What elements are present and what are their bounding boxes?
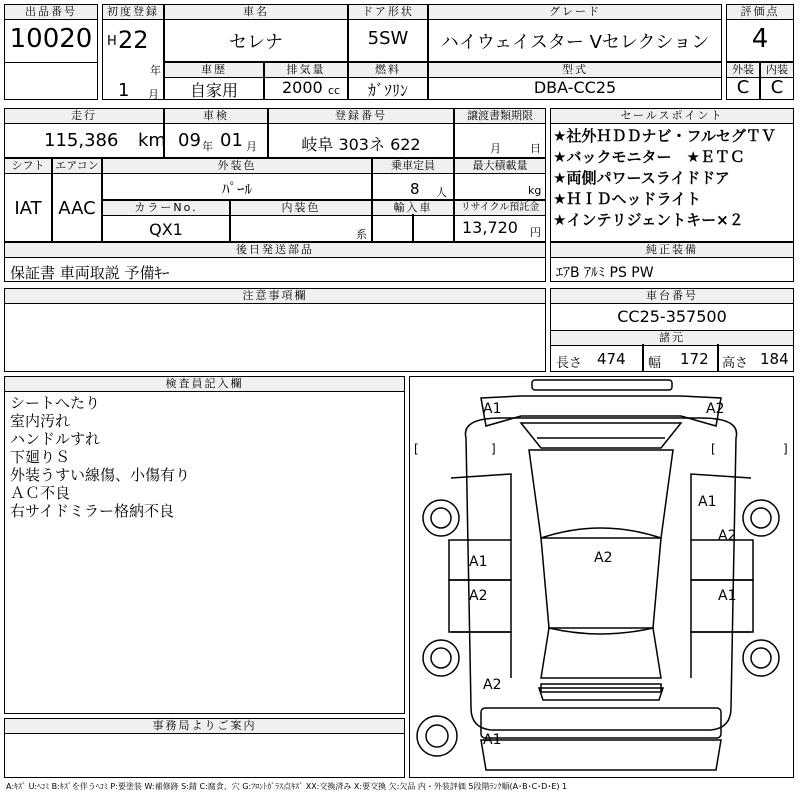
int-grade: C — [770, 77, 784, 98]
inspection-month: 01 — [220, 130, 243, 151]
grade-label: グレード — [428, 4, 722, 20]
damage-mark: A1 — [483, 401, 502, 417]
score-value: 4 — [751, 24, 769, 54]
seats-value: 8 — [410, 180, 420, 198]
ext-grade: C — [736, 77, 750, 98]
damage-mark: A2 — [483, 677, 502, 693]
damage-bracket: [ — [414, 442, 419, 456]
chassis-number: CC25-357500 — [617, 307, 727, 326]
damage-mark: A1 — [483, 732, 502, 748]
damage-mark: A1 — [469, 554, 488, 570]
reg-year: 22 — [118, 26, 149, 54]
door-type: 5SW — [367, 28, 409, 49]
displacement: 2000 — [282, 78, 323, 97]
damage-bracket: ] — [491, 442, 496, 456]
equipment-value: ｴｱB ｱﾙﾐ PS PW — [556, 265, 654, 281]
damage-mark: A2 — [706, 401, 725, 417]
mileage: 115,386 — [44, 130, 119, 151]
legend-footer: A:ｷｽﾞ U:ﾍｺﾐ B:ｷｽﾞを伴うﾍｺﾐ P:要塗装 W:補修跡 S:錆 C:腐食、穴 G:ﾌﾛﾝﾄｶﾞﾗｽ点ｷｽﾞ XX:交換済み X:要交換 欠:欠品 内・外装評価 5段階ﾗﾝｸ順(A･B･C･D･E) 1 — [6, 782, 568, 791]
reg-month: 1 — [118, 80, 130, 101]
model-name: セレナ — [229, 32, 283, 53]
type-value: DBA-CC25 — [533, 78, 617, 97]
height-value: 184 — [760, 350, 789, 368]
damage-mark: A2 — [594, 550, 613, 566]
length-value: 474 — [597, 350, 626, 368]
shift-value: IAT — [14, 198, 42, 219]
fuel-value: ｶﾞｿﾘﾝ — [367, 81, 408, 100]
recycle-fee: 13,720 — [462, 218, 518, 237]
damage-bracket: [ — [711, 442, 716, 456]
era: H — [107, 34, 117, 49]
plate-number: 岐阜 303ネ 622 — [301, 135, 421, 154]
damage-mark: A1 — [718, 588, 737, 604]
sales-points: ★社外ＨＤＤナビ・フルセグＴＶ ★バックモニター ★ＥＴＣ ★両側パワースライドドア ★ＨＩＤヘッドライト ★インテリジェントキー×２ — [553, 127, 776, 229]
damage-mark: A2 — [718, 528, 737, 544]
lot-label: 出品番号 — [4, 4, 98, 20]
history-value: 自家用 — [189, 81, 238, 100]
score-label: 評価点 — [726, 4, 794, 20]
parts-value: 保証書 車両取説 予備ｷｰ — [10, 264, 170, 282]
damage-mark: A1 — [698, 494, 717, 510]
ac-value: AAC — [58, 198, 96, 219]
color-code: QX1 — [149, 220, 183, 239]
damage-bracket: ] — [783, 442, 788, 456]
width-value: 172 — [680, 350, 709, 368]
model-label: 車名 — [164, 4, 348, 20]
lot-number: 10020 — [9, 24, 93, 54]
damage-mark: A2 — [469, 588, 488, 604]
grade-value: ハイウェイスター Vセレクション — [440, 32, 710, 53]
car-damage-diagram — [411, 378, 792, 776]
inspector-notes: シートへたり 室内汚れ ハンドルすれ 下廻りＳ 外装うすい線傷、小傷有り ＡＣ不良 右サイドミラー格納不良 — [10, 394, 191, 520]
door-label: ドア形状 — [348, 4, 428, 20]
inspection-year: 09 — [178, 130, 201, 151]
first-reg-label: 初度登録 — [102, 4, 164, 20]
color-value: ﾊﾟｰﾙ — [221, 180, 252, 198]
